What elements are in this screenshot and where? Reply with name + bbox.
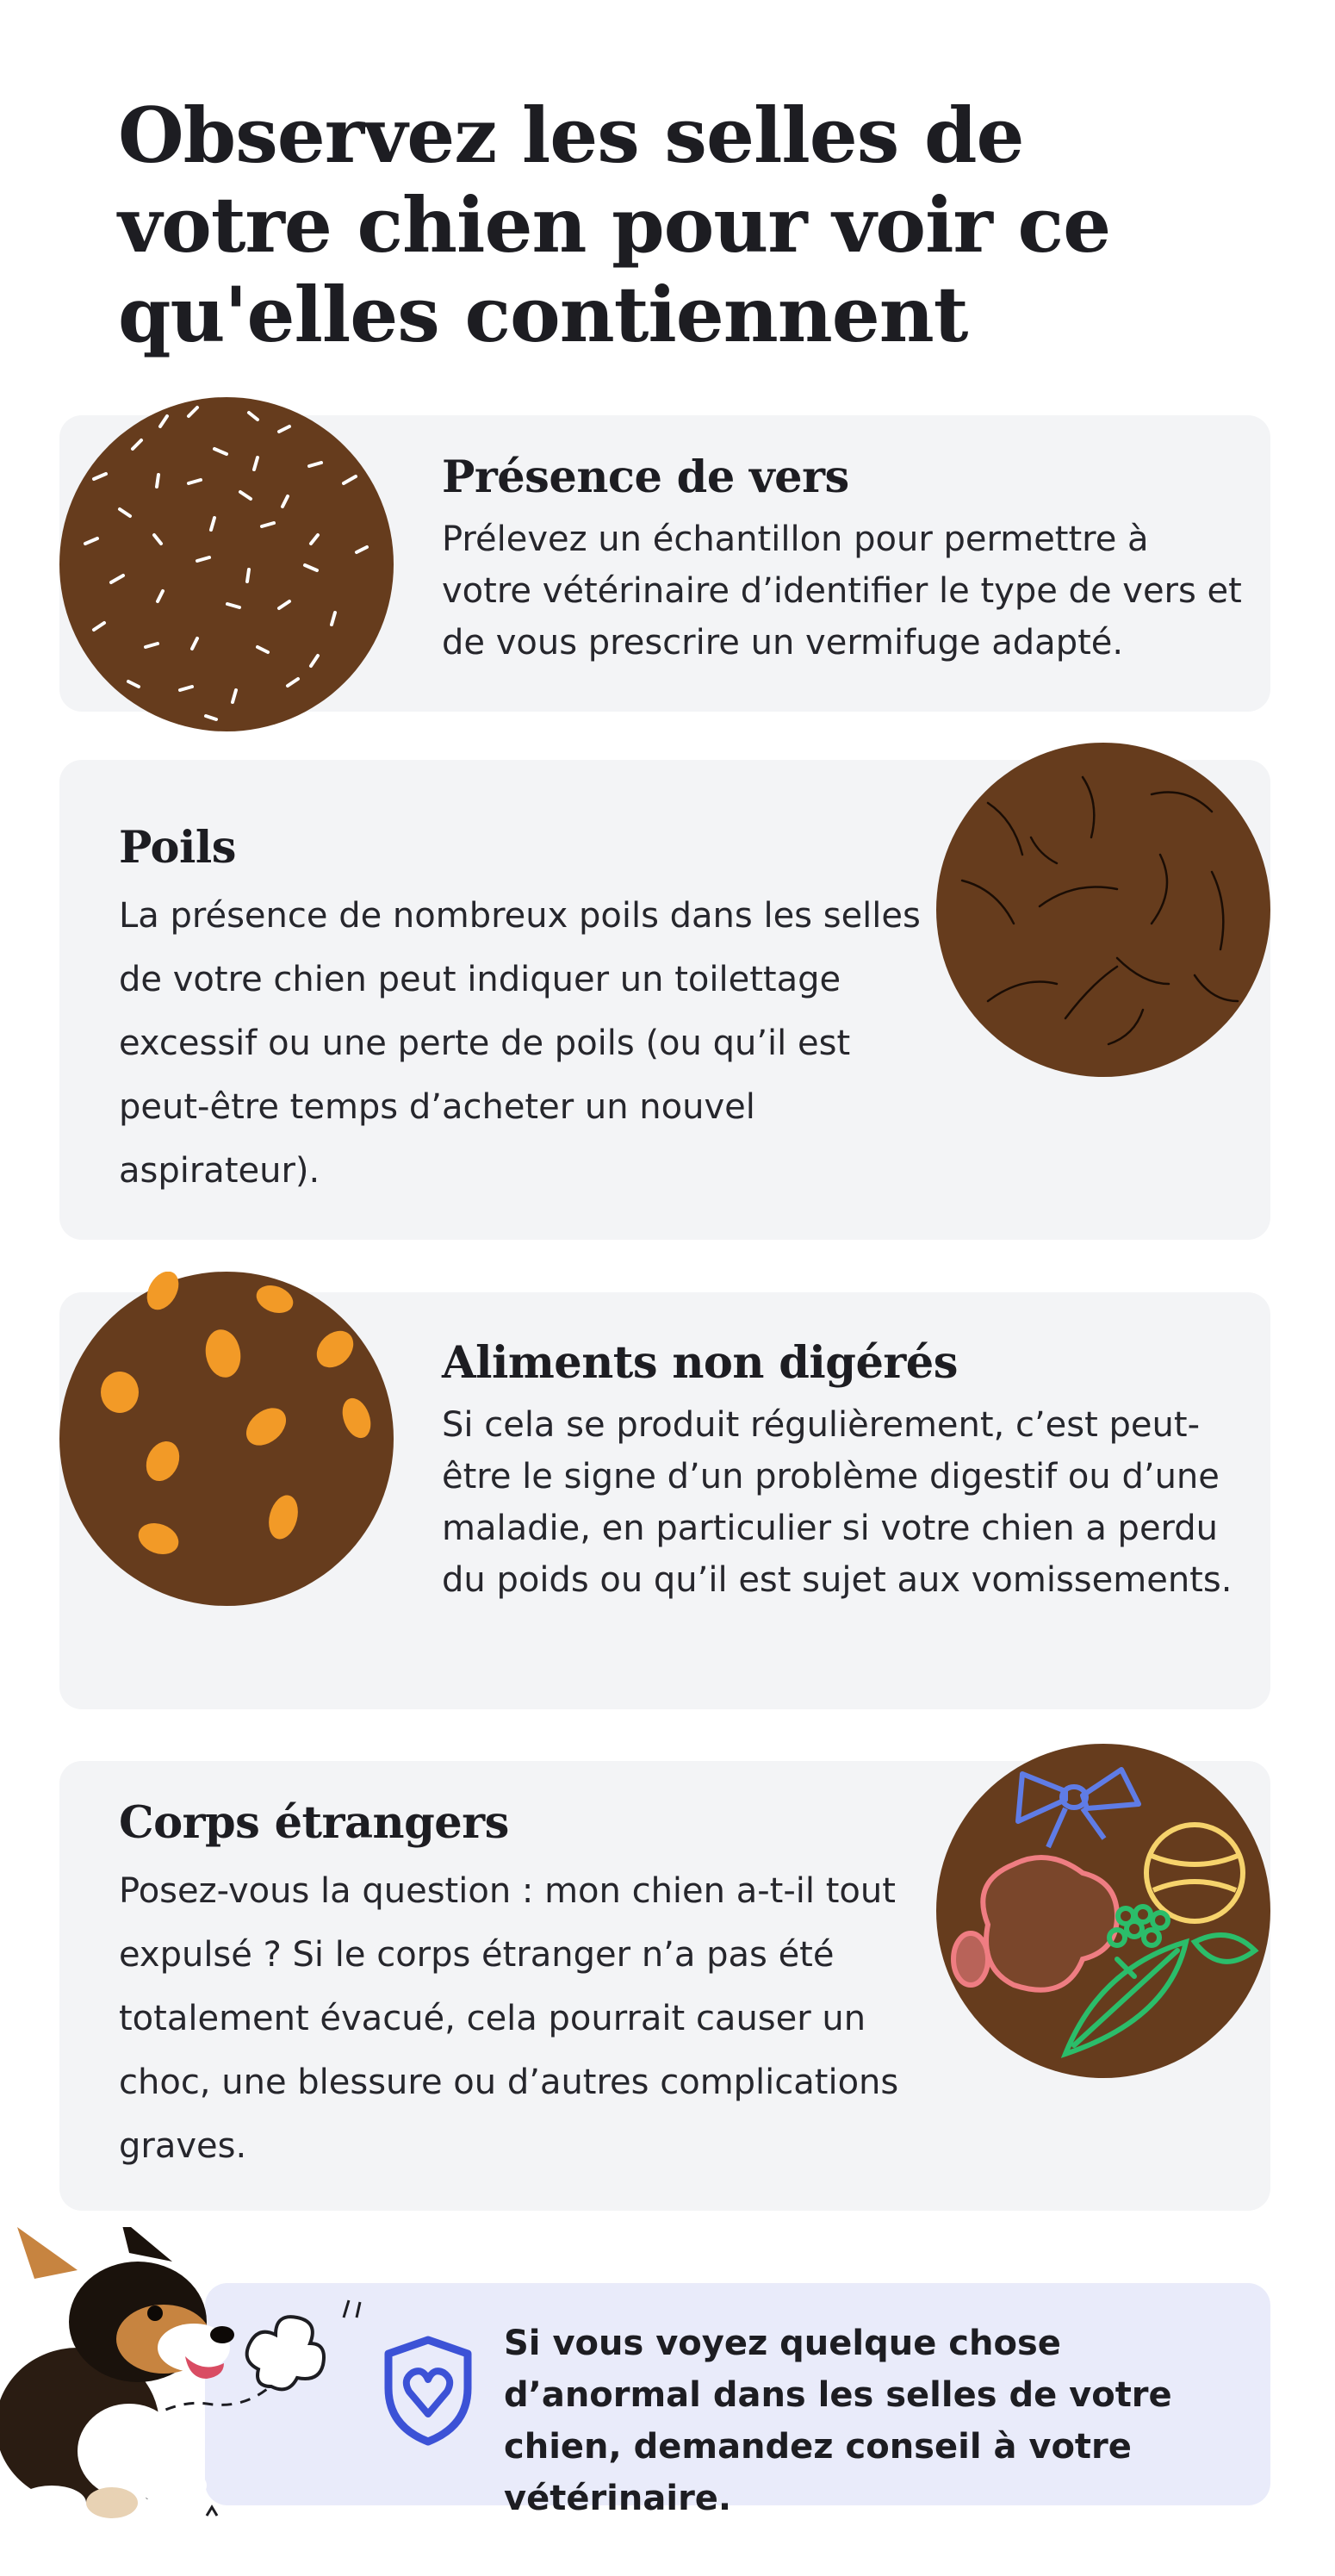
card-foreign-bodies-text bbox=[119, 1795, 946, 2178]
page-title: Observez les selles de votre chien pour voir ce qu'elles contiennent bbox=[118, 90, 1111, 359]
card-food-text bbox=[442, 1335, 1243, 1606]
puppy-running-icon bbox=[0, 2227, 258, 2520]
card-food-body: Si cela se produit régulièrement, c’est peut-être le signe d’un problème digestif ou d’une maladie, en particulier si votre chien a perdu du poids ou qu’il est sujet aux vomissements. bbox=[442, 1405, 1233, 1600]
card-foreign-bodies-title: Corps étrangers bbox=[119, 1797, 509, 1849]
card-worms-body: Prélevez un échantillon pour permettre à votre vétérinaire d’identifier le type de vers et de vous prescrire un vermifuge adapté. bbox=[442, 520, 1242, 663]
card-worms-text bbox=[442, 450, 1243, 669]
card-hair-text bbox=[119, 820, 946, 1203]
card-hair-body: La présence de nombreux poils dans les selles de votre chien peut indiquer un toilettage excessif ou une perte de poils (ou qu’il est peut-être temps d’acheter un nouvel aspirateur). bbox=[119, 896, 921, 1191]
card-foreign-bodies-body: Posez-vous la question : mon chien a-t-il tout expulsé ? Si le corps étranger n’a pas été totalement évacué, cela pourrait causer un choc, une blessure ou d’autres complications graves. bbox=[119, 1871, 899, 2166]
poop-cloud-icon bbox=[247, 2317, 324, 2389]
stool-with-food-icon bbox=[59, 1272, 394, 1606]
card-food-title: Aliments non digérés bbox=[442, 1337, 958, 1389]
advice-text: Si vous voyez quelque chose d’anormal dans les selles de votre chien, demandez conseil à votre vétérinaire. bbox=[504, 2324, 1172, 2518]
card-hair-title: Poils bbox=[119, 822, 236, 874]
stool-with-worms-icon bbox=[59, 397, 394, 731]
stool-with-hair-icon bbox=[936, 743, 1270, 1077]
stool-with-objects-icon bbox=[936, 1744, 1270, 2078]
card-worms-title: Présence de vers bbox=[442, 451, 849, 503]
